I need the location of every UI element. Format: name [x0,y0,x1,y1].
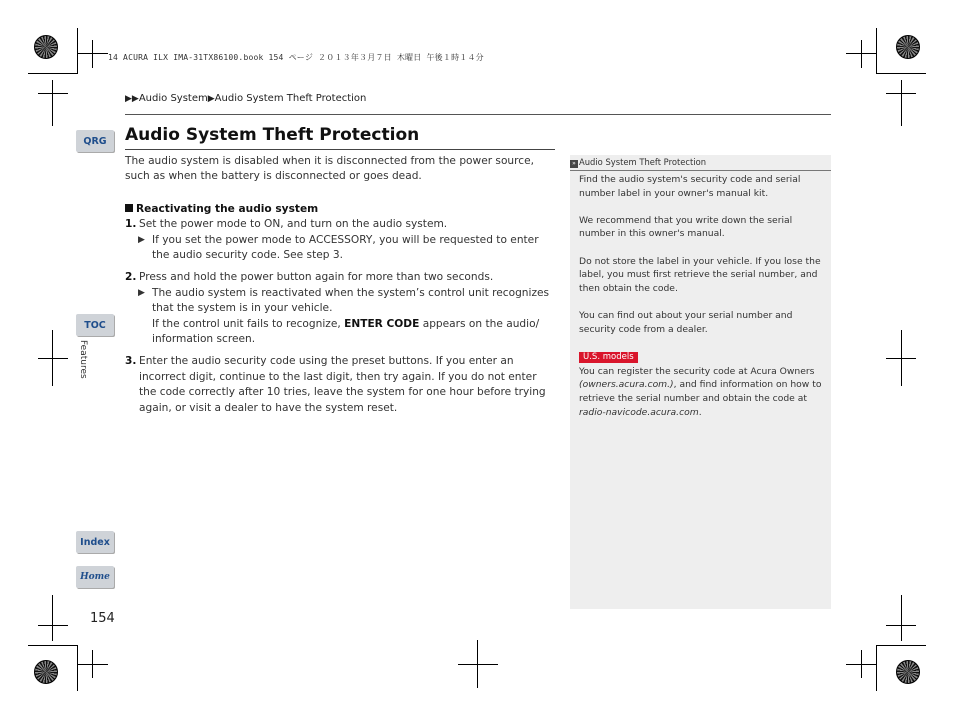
toc-tab[interactable]: TOC [76,314,114,336]
breadcrumb-current[interactable]: Audio System Theft Protection [214,93,367,104]
page-title: Audio System Theft Protection [125,125,420,145]
us-models-badge: U.S. models [579,352,638,363]
page-number: 154 [90,611,115,626]
registration-ball-icon [34,660,58,684]
note-paragraph: You can find out about your serial number and security code from a dealer. [579,309,793,335]
step-3: 3. Enter the audio security code using the preset buttons. If you enter an incorrect digit, continue to the last digit, then try again. If you do not enter the code correctly after 10 tries, leave the system for one hour before trying again, or visit a dealer to have the system reset. [125,355,546,414]
divider [125,114,831,115]
registration-ball-icon [896,35,920,59]
breadcrumb-link-audio-system[interactable]: Audio System [138,93,208,104]
note-paragraph: We recommend that you write down the serial number in this owner's manual. [579,214,793,240]
side-notes-panel [570,155,831,609]
step-2-note: ▶ The audio system is reactivated when the system’s control unit recognizes that the system is in your vehicle. [138,286,550,315]
main-content [125,154,555,416]
panel-body [579,173,825,433]
section-heading: Reactivating the audio system [125,202,555,217]
note-paragraph: Find the audio system's security code and serial number label in your owner's manual kit. [579,174,801,199]
home-tab[interactable]: Home [76,566,114,588]
owners-link[interactable]: (owners.acura.com.) [579,379,674,391]
index-tab[interactable]: Index [76,531,114,553]
registration-ball-icon [896,660,920,684]
print-header-line: 14 ACURA ILX IMA-31TX86100.book 154 ページ ２０１３年３月７日 木曜日 午後１時１４分 [108,53,484,62]
triangle-bullet-icon: ▶ [138,287,145,298]
triangle-bullet-icon: ▶ [138,234,145,245]
note-paragraph: You can register the security code at Acura Owners (owners.acura.com.), and find information on how to retrieve the serial number and obtain the code at radio-navicode.acura.com. [579,365,822,418]
breadcrumb-arrow-icon: ▶ [207,94,215,104]
breadcrumb-arrow-icon: ▶▶ [125,94,139,104]
step-1: 1. Set the power mode to ON, and turn on the audio system. [125,218,448,231]
step-2: 2. Press and hold the power button again for more than two seconds. [125,271,494,284]
title-divider [125,149,555,150]
breadcrumb [125,93,366,104]
navicode-link[interactable]: radio-navicode.acura.com [579,406,699,418]
section-side-label: Features [78,340,88,379]
panel-header: » Audio System Theft Protection [570,155,831,171]
reference-icon: » [570,160,578,168]
step-1-note: ▶ If you set the power mode to ACCESSORY, you will be requested to enter the audio security code. See step 3. [138,233,539,262]
registration-ball-icon [34,35,58,59]
intro-paragraph: The audio system is disabled when it is disconnected from the power source, such as when the battery is disconnected or goes dead. [125,155,534,183]
qrg-tab[interactable]: QRG [76,130,114,152]
step-2-note-2: If the control unit fails to recognize, ENTER CODE appears on the audio/ information screen. [152,317,540,346]
square-bullet-icon [125,204,133,212]
note-paragraph: Do not store the label in your vehicle. If you lose the label, you must first retrieve the serial number, and then obtain the code. [579,255,821,294]
